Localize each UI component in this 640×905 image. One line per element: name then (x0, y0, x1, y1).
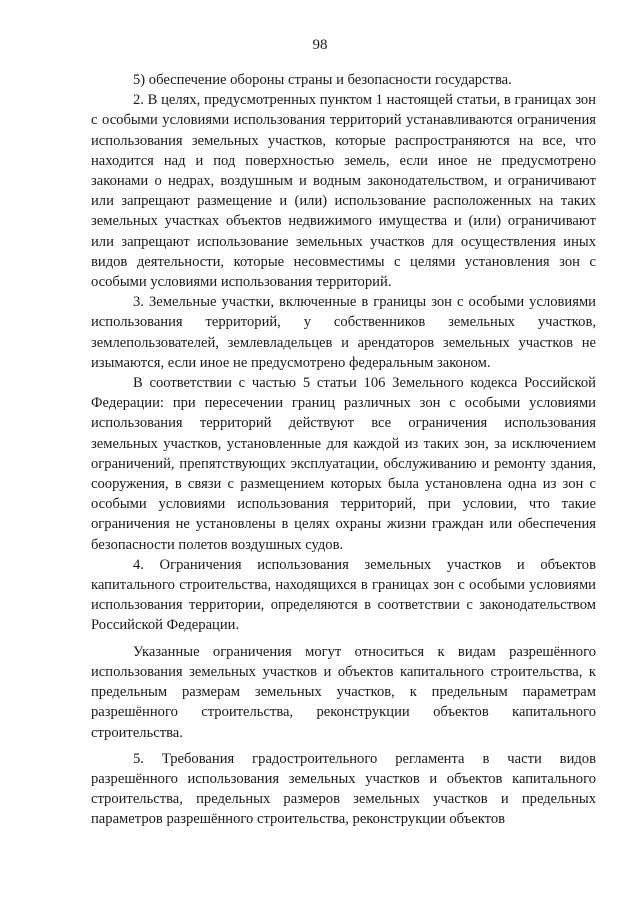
page-number: 98 (312, 37, 328, 53)
paragraph-clause-5: 5. Требования градостроительного регламента в части видов разрешённого использования земельных участков и объектов капитального строительства, предельных размеров земельных участков и предельных параметров разрешённого строительства, реконструкции объектов (91, 750, 596, 828)
paragraph-clause-4: 4. Ограничения использования земельных участков и объектов капитального строительства, находящихся в границах зон с особыми условиями использования территории, определяются в соответствии с законодательством Российской Федерации. (91, 556, 596, 634)
paragraph-restrictions: Указанные ограничения могут относиться к видам разрешённого использования земельных участков и объектов капитального строительства, к предельным размерам земельных участков, к предельным параметрам разрешённого строительства, реконструкции объектов капитального строительства. (91, 643, 596, 741)
document-body (91, 70, 596, 830)
paragraph-clause-2: 2. В целях, предусмотренных пунктом 1 настоящей статьи, в границах зон с особыми условиями использования территорий устанавливаются ограничения использования земельных участков, которые распространяются на все, что находится над и под поверхностью земель, если иное не предусмотрено законами о недрах, воздушным и водным законодательством, и ограничивают или запрещают размещение и (или) использование расположенных на таких земельных участках объектов недвижимого имущества и (или) ограничивают или запрещают использование земельных участков для осуществления иных видов деятельности, которые несовместимы с целями установления зон с особыми условиями использования территорий. (91, 92, 596, 291)
paragraph-article-106: В соответствии с частью 5 статьи 106 Земельного кодекса Российской Федерации: при пересечении границ различных зон с особыми условиями использования территорий действуют все ограничения использования земельных участков, установленные для каждой из таких зон, за исключением ограничений, препятствующих эксплуатации, обслуживанию и ремонту здания, сооружения, в связи с размещением которых была установлена одна из зон с особыми условиями использования территорий, при условии, что такие ограничения не установлены в целях охраны жизни граждан или обеспечения безопасности полетов воздушных судов. (91, 375, 596, 553)
paragraph-clause-3: 3. Земельные участки, включенные в границы зон с особыми условиями использования территорий, у собственников земельных участков, землепользователей, землевладельцев и арендаторов земельных участков не изымаются, если иное не предусмотрено федеральным законом. (91, 294, 596, 371)
paragraph-item-5: 5) обеспечение обороны страны и безопасности государства. (133, 72, 512, 88)
